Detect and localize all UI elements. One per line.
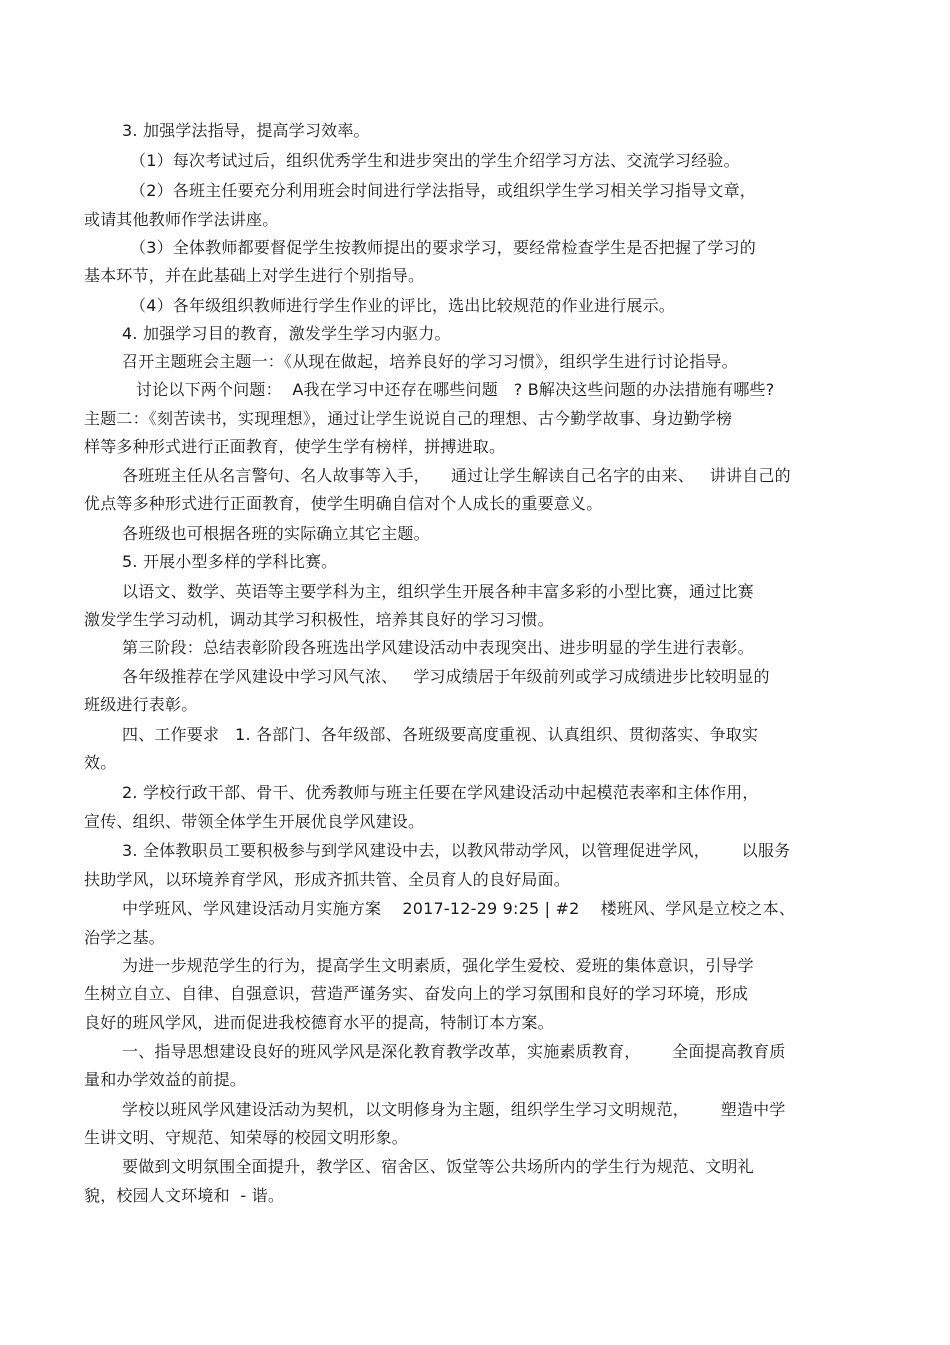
text-line: 4. 加强学习目的教育，激发学生学习内驱力。 [122, 324, 451, 343]
text-line: 四、工作要求 1. 各部门、各年级部、各班级要高度重视、认真组织、贯彻落实、争取实 [122, 725, 759, 744]
text-line: 2. 学校行政干部、骨干、优秀教师与班主任要在学风建设活动中起模范表率和主体作用， [122, 783, 759, 802]
text-line: 生讲文明、守规范、知荣辱的校园文明形象。 [84, 1128, 409, 1147]
text-line: 3. 加强学法指导，提高学习效率。 [122, 121, 370, 140]
text-line: 以语文、数学、英语等主要学科为主，组织学生开展各种丰富多彩的小型比赛，通过比赛 [122, 582, 754, 601]
text-line: 召开主题班会主题一：《从现在做起，培养良好的学习习惯》，组织学生进行讨论指导。 [122, 352, 738, 371]
text-line: 5. 开展小型多样的学科比赛。 [122, 552, 338, 571]
text-line: 基本环节，并在此基础上对学生进行个别指导。 [84, 266, 425, 285]
text-line: 第三阶段：总结表彰阶段各班选出学风建设活动中表现突出、进步明显的学生进行表彰。 [122, 638, 754, 657]
text-line: 为进一步规范学生的行为，提高学生文明素质，强化学生爱校、爱班的集体意识，引导学 [122, 956, 754, 975]
text-line: 一、指导思想建设良好的班风学风是深化教育教学改革，实施素质教育， 全面提高教育质 [122, 1042, 786, 1061]
text-line: （2）各班主任要充分利用班会时间进行学法指导，或组织学生学习相关学习指导文章， [130, 181, 756, 200]
text-line: 激发学生学习动机，调动其学习积极性，培养其良好的学习习惯。 [84, 610, 554, 629]
text-line: 治学之基。 [84, 928, 166, 947]
text-line: 各班级也可根据各班的实际确立其它主题。 [122, 524, 430, 543]
text-line: 讨论以下两个问题： A我在学习中还存在哪些问题 ? B解决这些问题的办法措施有哪些? [136, 380, 775, 399]
text-line: （3）全体教师都要督促学生按教师提出的要求学习，要经常检查学生是否把握了学习的 [130, 238, 756, 257]
text-line: 效。 [84, 753, 117, 772]
text-line: 3. 全体教职员工要积极参与到学风建设中去，以教风带动学风，以管理促进学风， 以服务 [122, 841, 791, 860]
text-line: 良好的班风学风，进而促进我校德育水平的提高，特制订本方案。 [84, 1013, 554, 1032]
text-line: 貌，校园人文环境和 - 谐。 [84, 1186, 285, 1205]
text-line: 宣传、组织、带领全体学生开展优良学风建设。 [84, 812, 425, 831]
text-line: 优点等多种形式进行正面教育，使学生明确自信对个人成长的重要意义。 [84, 494, 603, 513]
text-line: 或请其他教师作学法讲座。 [84, 210, 279, 229]
text-line: 生树立自立、自律、自强意识，营造严谨务实、奋发向上的学习氛围和良好的学习环境，形成 [84, 984, 749, 1003]
text-line: 班级进行表彰。 [84, 695, 198, 714]
text-line: 各班班主任从名言警句、名人故事等入手， 通过让学生解读自己名字的由来、 讲讲自己的 [122, 466, 791, 485]
text-line: 样等多种形式进行正面教育，使学生学有榜样，拼搏进取。 [84, 437, 506, 456]
text-line: 主题二：《刻苦读书，实现理想》，通过让学生说说自己的理想、古今勤学故事、身边勤学榜 [84, 409, 733, 428]
text-line: （1）每次考试过后，组织优秀学生和进步突出的学生介绍学习方法、交流学习经验。 [130, 151, 740, 170]
text-line: （4）各年级组织教师进行学生作业的评比，选出比较规范的作业进行展示。 [130, 296, 675, 315]
text-line: 要做到文明氛围全面提升，教学区、宿舍区、饭堂等公共场所内的学生行为规范、文明礼 [122, 1157, 754, 1176]
text-line: 量和办学效益的前提。 [84, 1070, 247, 1089]
text-line: 中学班风、学风建设活动月实施方案 2017-12-29 9:25 | #2 楼班风、学风是立校之本、 [122, 899, 796, 918]
text-line: 各年级推荐在学风建设中学习风气浓、 学习成绩居于年级前列或学习成绩进步比较明显的 [122, 667, 770, 686]
text-line: 学校以班风学风建设活动为契机，以文明修身为主题，组织学生学习文明规范， 塑造中学 [122, 1100, 786, 1119]
text-line: 扶助学风，以环境养育学风，形成齐抓共管、全员育人的良好局面。 [84, 870, 571, 889]
